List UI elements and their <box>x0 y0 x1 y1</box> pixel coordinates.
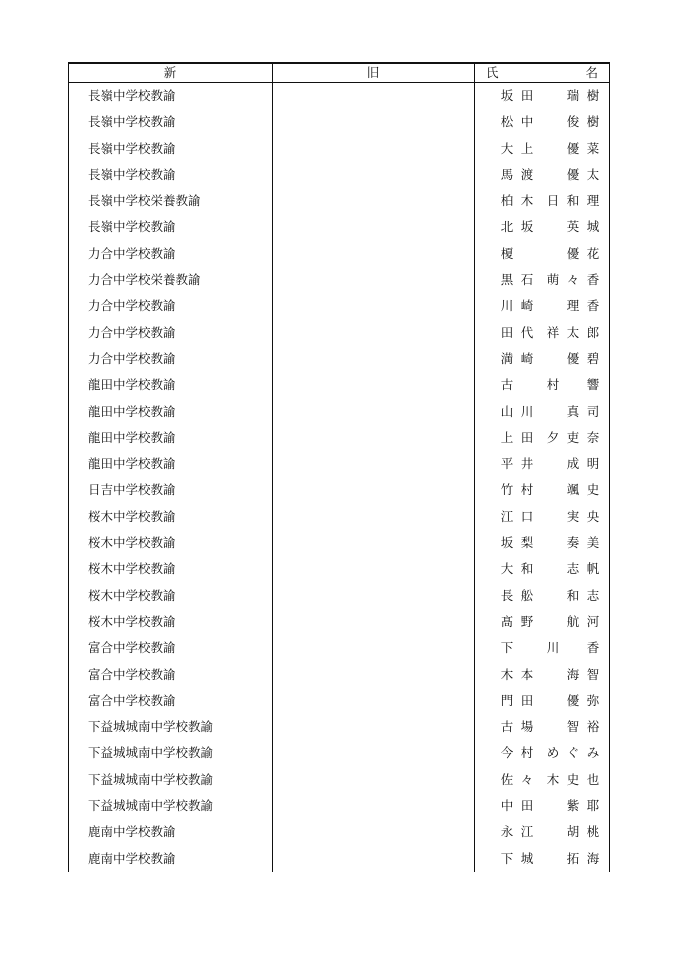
new-position-cell: 龍田中学校教諭 <box>88 429 176 445</box>
new-position-cell: 富合中学校教諭 <box>88 692 176 708</box>
name-character: 梨 <box>520 535 534 551</box>
header-name <box>486 64 598 82</box>
name-character: 江 <box>520 824 534 840</box>
table-row <box>68 372 610 398</box>
table-row <box>68 241 610 267</box>
table-row <box>68 451 610 477</box>
name-character: 野 <box>520 613 534 629</box>
table-row <box>68 83 610 109</box>
name-character: 拓 <box>566 850 580 866</box>
name-character: 竹 <box>500 482 514 498</box>
name-character: 田 <box>500 324 514 340</box>
name-character: 俊 <box>566 114 580 130</box>
name-character: 成 <box>566 456 580 472</box>
name-character: 田 <box>520 429 534 445</box>
name-character: 中 <box>500 798 514 814</box>
name-character: 萌 <box>546 272 560 288</box>
personnel-table <box>68 62 610 872</box>
name-character: 柏 <box>500 193 514 209</box>
name-character: 理 <box>566 298 580 314</box>
header-old-position: 旧 <box>366 65 380 80</box>
name-character: 黒 <box>500 272 514 288</box>
name-character: 響 <box>586 377 600 393</box>
name-character: 香 <box>586 272 600 288</box>
name-character: 弥 <box>586 692 600 708</box>
name-character: 木 <box>520 193 534 209</box>
table-row <box>68 109 610 135</box>
new-position-cell: 長嶺中学校教諭 <box>88 88 176 103</box>
new-position-cell: 力合中学校教諭 <box>88 324 176 340</box>
table-row <box>68 635 610 661</box>
table-row <box>68 320 610 346</box>
name-character: 城 <box>586 219 600 235</box>
name-character: 髙 <box>500 613 514 629</box>
name-character: 央 <box>586 508 600 524</box>
new-position-cell: 下益城城南中学校教諭 <box>88 745 214 761</box>
name-character: 和 <box>566 587 580 603</box>
name-character: 舩 <box>520 587 534 603</box>
name-character: 河 <box>586 613 600 629</box>
new-position-cell: 日吉中学校教諭 <box>88 482 176 498</box>
name-character: 場 <box>520 719 534 735</box>
name-character: 優 <box>566 166 580 182</box>
name-character: 優 <box>566 350 580 366</box>
name-character: 和 <box>566 193 580 209</box>
name-character: 坂 <box>520 219 534 235</box>
name-character: 江 <box>500 508 514 524</box>
name-character: 本 <box>520 666 534 682</box>
name-character: 香 <box>586 640 600 656</box>
name-character: 花 <box>586 245 600 261</box>
name-character: 胡 <box>566 824 580 840</box>
new-position-cell: 下益城城南中学校教諭 <box>88 719 214 735</box>
name-character: 郎 <box>586 324 600 340</box>
new-position-cell: 長嶺中学校教諭 <box>88 140 176 156</box>
name-character: 村 <box>520 482 534 498</box>
name-character: 今 <box>500 745 514 761</box>
table-row <box>68 740 610 766</box>
name-character: 紫 <box>566 798 580 814</box>
name-character: 航 <box>566 613 580 629</box>
table-row <box>68 214 610 240</box>
new-position-cell: 長嶺中学校教諭 <box>88 166 176 182</box>
name-character: 坂 <box>500 88 514 103</box>
name-character: 崎 <box>520 350 534 366</box>
name-character: 田 <box>520 88 534 103</box>
table-row <box>68 136 610 162</box>
name-character: 日 <box>546 193 560 209</box>
name-character: 真 <box>566 403 580 419</box>
name-character: 上 <box>520 140 534 156</box>
name-character: 太 <box>586 166 600 182</box>
name-character: 吏 <box>566 429 580 445</box>
table-row <box>68 714 610 740</box>
new-position-cell: 桜木中学校教諭 <box>88 613 176 629</box>
name-character: 夕 <box>546 429 560 445</box>
name-character: 渡 <box>520 166 534 182</box>
new-position-cell: 鹿南中学校教諭 <box>88 824 176 840</box>
new-position-cell: 龍田中学校教諭 <box>88 377 176 393</box>
name-character: 井 <box>520 456 534 472</box>
name-character: 城 <box>520 850 534 866</box>
name-character: 樹 <box>586 114 600 130</box>
name-character: 英 <box>566 219 580 235</box>
table-row <box>68 162 610 188</box>
header-name-first-char: 氏 <box>486 65 499 80</box>
name-character: 川 <box>500 298 514 314</box>
table-row <box>68 609 610 635</box>
name-character: 古 <box>500 719 514 735</box>
name-character: 智 <box>586 666 600 682</box>
name-character: 優 <box>566 245 580 261</box>
new-position-cell: 桜木中学校教諭 <box>88 508 176 524</box>
new-position-cell: 龍田中学校教諭 <box>88 456 176 472</box>
name-character: 石 <box>520 272 534 288</box>
table-row <box>68 793 610 819</box>
name-character: 川 <box>546 640 560 656</box>
name-character: 村 <box>546 377 560 393</box>
new-position-cell: 鹿南中学校教諭 <box>88 850 176 866</box>
name-character: 海 <box>566 666 580 682</box>
name-character: 門 <box>500 692 514 708</box>
name-character: 志 <box>566 561 580 577</box>
name-character: 坂 <box>500 535 514 551</box>
new-position-cell: 桜木中学校教諭 <box>88 535 176 551</box>
name-character: 下 <box>500 850 514 866</box>
table-row <box>68 188 610 214</box>
header-new-position: 新 <box>163 65 177 80</box>
name-character: 史 <box>586 482 600 498</box>
table-row <box>68 267 610 293</box>
name-character: 史 <box>566 771 580 787</box>
new-position-cell: 富合中学校教諭 <box>88 640 176 656</box>
new-position-cell: 龍田中学校教諭 <box>88 403 176 419</box>
name-character: 平 <box>500 456 514 472</box>
table-row <box>68 399 610 425</box>
name-character: 榎 <box>500 245 514 261</box>
new-position-cell: 桜木中学校教諭 <box>88 587 176 603</box>
name-character: 実 <box>566 508 580 524</box>
name-character: 桃 <box>586 824 600 840</box>
new-position-cell: 力合中学校栄養教諭 <box>88 272 201 288</box>
table-row <box>68 767 610 793</box>
table-row <box>68 662 610 688</box>
name-character: 也 <box>586 771 600 787</box>
name-character: 帆 <box>586 561 600 577</box>
table-body <box>68 83 610 872</box>
name-character: 香 <box>586 298 600 314</box>
name-character: 颯 <box>566 482 580 498</box>
new-position-cell: 力合中学校教諭 <box>88 350 176 366</box>
name-character: 田 <box>520 692 534 708</box>
name-character: 志 <box>586 587 600 603</box>
name-character: 木 <box>500 666 514 682</box>
name-character: 々 <box>520 771 534 787</box>
new-position-cell: 長嶺中学校教諭 <box>88 219 176 235</box>
name-character: 祥 <box>546 324 560 340</box>
table-row <box>68 583 610 609</box>
name-character: 太 <box>566 324 580 340</box>
table-row <box>68 425 610 451</box>
header-name-second-char: 名 <box>585 65 598 80</box>
name-character: 下 <box>500 640 514 656</box>
table-row <box>68 530 610 556</box>
name-character: 智 <box>566 719 580 735</box>
name-character: 中 <box>520 114 534 130</box>
name-character: 瑞 <box>566 88 580 103</box>
new-position-cell: 下益城城南中学校教諭 <box>88 771 214 787</box>
name-character: 崎 <box>520 298 534 314</box>
name-character: 明 <box>586 456 600 472</box>
new-position-cell: 富合中学校教諭 <box>88 666 176 682</box>
name-character: 大 <box>500 140 514 156</box>
table-row <box>68 846 610 872</box>
name-character: 奈 <box>586 429 600 445</box>
name-character: 奏 <box>566 535 580 551</box>
name-character: 菜 <box>586 140 600 156</box>
name-character: ぐ <box>566 745 580 761</box>
name-character: 川 <box>520 403 534 419</box>
name-character: 馬 <box>500 166 514 182</box>
name-character: 満 <box>500 350 514 366</box>
new-position-cell: 下益城城南中学校教諭 <box>88 798 214 814</box>
table-row <box>68 346 610 372</box>
new-position-cell: 桜木中学校教諭 <box>88 561 176 577</box>
table-row <box>68 477 610 503</box>
new-position-cell: 長嶺中学校教諭 <box>88 114 176 130</box>
name-character: 田 <box>520 798 534 814</box>
table-row <box>68 819 610 845</box>
name-character: 理 <box>586 193 600 209</box>
name-character: 佐 <box>500 771 514 787</box>
name-character: 和 <box>520 561 534 577</box>
name-character: 木 <box>546 771 560 787</box>
name-character: 松 <box>500 114 514 130</box>
table-row <box>68 293 610 319</box>
name-character: 海 <box>586 850 600 866</box>
name-character: 司 <box>586 403 600 419</box>
name-character: 々 <box>566 272 580 288</box>
name-character: 大 <box>500 561 514 577</box>
name-character: 山 <box>500 403 514 419</box>
name-character: 優 <box>566 140 580 156</box>
table-row <box>68 556 610 582</box>
new-position-cell: 力合中学校教諭 <box>88 298 176 314</box>
new-position-cell: 力合中学校教諭 <box>88 245 176 261</box>
name-character: 永 <box>500 824 514 840</box>
name-character: 古 <box>500 377 514 393</box>
new-position-cell: 長嶺中学校栄養教諭 <box>88 193 201 209</box>
name-character: 裕 <box>586 719 600 735</box>
name-character: 口 <box>520 508 534 524</box>
name-character: 美 <box>586 535 600 551</box>
name-character: 上 <box>500 429 514 445</box>
name-character: 代 <box>520 324 534 340</box>
table-row <box>68 504 610 530</box>
table-row <box>68 688 610 714</box>
name-character: め <box>546 745 560 761</box>
name-character: 樹 <box>586 88 600 103</box>
name-character: み <box>586 745 600 761</box>
name-character: 碧 <box>586 350 600 366</box>
name-character: 優 <box>566 692 580 708</box>
name-character: 長 <box>500 587 514 603</box>
name-character: 耶 <box>586 798 600 814</box>
name-character: 村 <box>520 745 534 761</box>
name-character: 北 <box>500 219 514 235</box>
